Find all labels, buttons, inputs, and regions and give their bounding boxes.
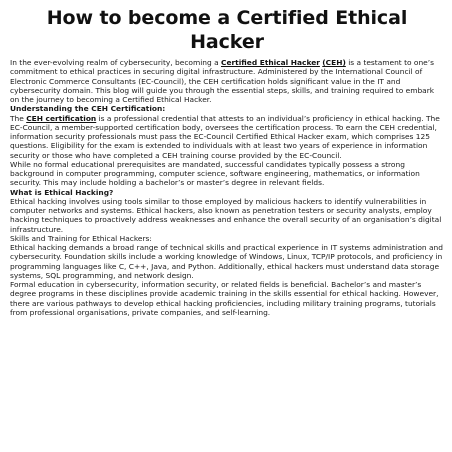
section1-paragraph1: The CEH certification is a professional credential that attests to an individual’s proficiency in ethical hacking. The EC-Council, a member-supported certification body, oversees the certification process. To earn the CEH credential, information security professionals must pass the EC-Council Certified Ethical Hacker exam, which comprises 125 questions. Eligibility for the exam is extended to individuals with at least two years of experience in information security or those who have completed a CEH training course provided by the EC-Council. [10,113,440,160]
section2-paragraph1: Ethical hacking involves using tools similar to those employed by malicious hackers to identify vulnerabilities in computer networks and systems. Ethical hackers, also known as penetration testers or security analysts, employ hacking techniques to proactively address weaknesses and enhance the overall security of an organisation’s digital infrastructure. [10,196,442,234]
section3-paragraph1: Ethical hacking demands a broad range of technical skills and practical experience in IT systems administration and cybersecurity. Foundation skills include a working knowledge of Windows, Linux, TCP/IP protocols, and proficiency in programming languages like C, C++, Java, and Python. Additionally, ethical hackers must understand data storage systems, SQL programming, and network design. [10,243,443,280]
page-title-line2: Hacker [190,31,264,53]
link-certified-ethical-hacker[interactable]: Certified Ethical Hacker [221,58,320,67]
page-title [10,6,444,54]
link-ceh-certification[interactable]: CEH certification [26,113,97,123]
link-ceh[interactable]: (CEH) [322,58,346,67]
intro-paragraph [10,58,444,104]
page-title-line1: How to become a Certified Ethical [46,7,408,29]
intro-text-end: is a testament to one’s commitment to ethical practices in securing digital infrastructure. Administered by the International Council of Electronic Commerce Consultants (EC-Council), the CEH certification holds significant value in the IT and cybersecurity domain. This blog will guide you through the essential steps, skills, and training required to embark on the journey to becoming a Certified Ethical Hacker. [10,58,435,104]
section3-paragraph2: Formal education in cybersecurity, information security, or related fields is beneficial. Bachelor’s and master’s degree programs in these disciplines provide academic training in the skills essential for ethical hacking. However, there are various pathways to develop ethical hacking proficiencies, including military training programs, tutorials from professional organisations, private companies, and self-learning. [10,280,439,317]
article-body [10,58,444,317]
section-heading-skills: Skills and Training for Ethical Hackers: [10,233,152,243]
section-heading-ethical-hacking: What is Ethical Hacking? [10,187,114,197]
section1-paragraph2: While no formal educational prerequisites are mandated, successful candidates typically possess a strong background in computer programming, computer science, software engineering, mathematics, or information security. This may include holding a bachelor’s or master’s degree in relevant fields. [10,159,420,188]
section-heading-understanding: Understanding the CEH Certification: [10,104,166,114]
intro-text-start: In the ever-evolving realm of cybersecurity, becoming a [10,58,221,67]
